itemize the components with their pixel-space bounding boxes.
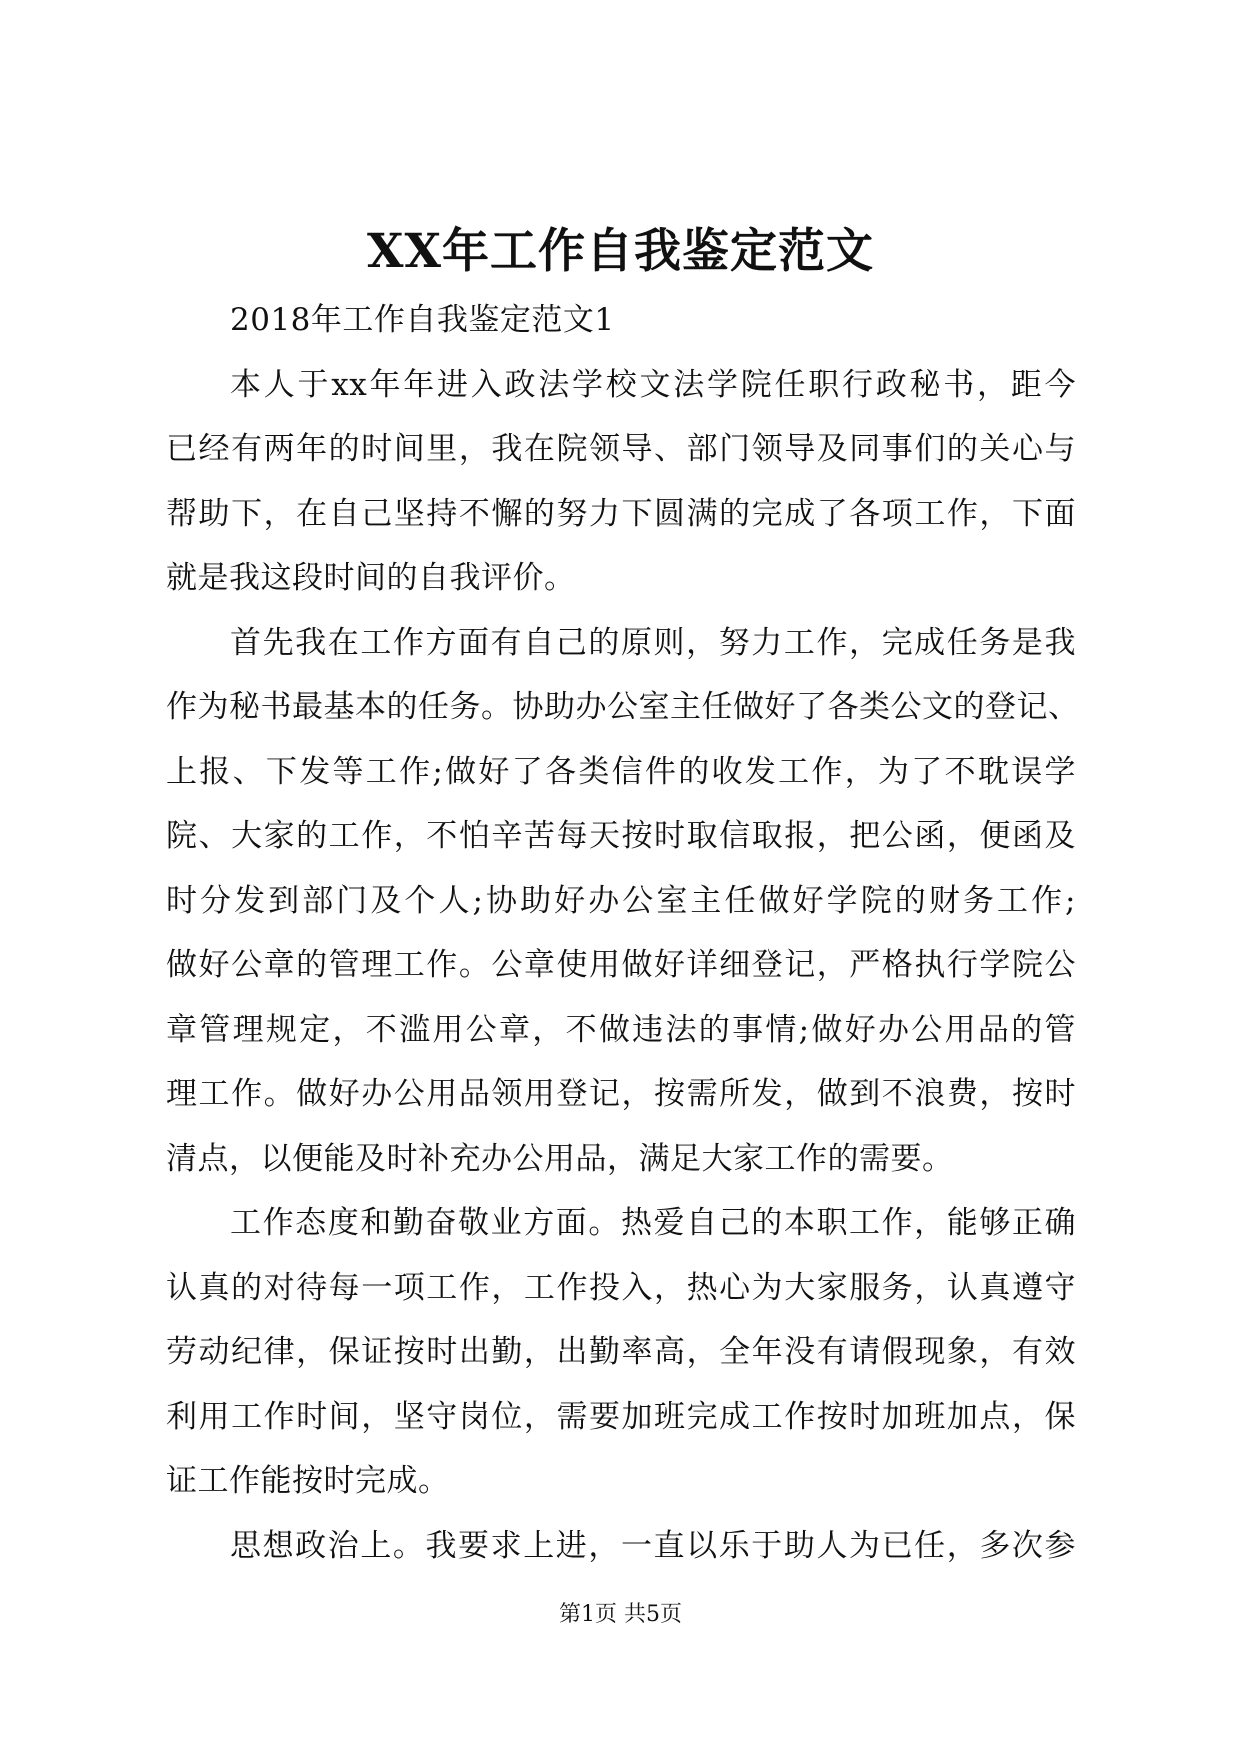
paragraph-line: 院、大家的工作，不怕辛苦每天按时取信取报，把公函，便函及 [166, 818, 1076, 854]
paragraph-line: 上报、下发等工作;做好了各类信件的收发工作，为了不耽误学 [166, 753, 1076, 790]
paragraph-line: 帮助下，在自己坚持不懈的努力下圆满的完成了各项工作，下面 [166, 495, 1076, 532]
paragraph-line: 就是我这段时间的自我评价。 [166, 560, 576, 596]
page-number-footer: 第1页 共5页 [559, 1602, 682, 1627]
paragraph-line: 章管理规定，不滥用公章，不做违法的事情;做好办公用品的管 [166, 1011, 1076, 1048]
paragraph-line: 作为秘书最基本的任务。协助办公室主任做好了各类公文的登记、 [166, 689, 1080, 725]
paragraph-line: 证工作能按时完成。 [166, 1463, 450, 1499]
paragraph-line: 做好公章的管理工作。公章使用做好详细登记，严格执行学院公 [166, 947, 1076, 983]
document-body [166, 288, 1080, 1578]
paragraph-line: 劳动纪律，保证按时出勤，出勤率高，全年没有请假现象，有效 [166, 1334, 1076, 1370]
paragraph-line: 认真的对待每一项工作，工作投入，热心为大家服务，认真遵守 [166, 1269, 1076, 1306]
paragraph-line: 本人于xx年年进入政法学校文法学院任职行政秘书，距今 [230, 366, 1076, 403]
paragraph-line: 时分发到部门及个人;协助好办公室主任做好学院的财务工作; [166, 882, 1076, 919]
paragraph-line: 清点，以便能及时补充办公用品，满足大家工作的需要。 [166, 1140, 954, 1177]
document-title: XX年工作自我鉴定范文 [367, 224, 874, 279]
paragraph-line: 理工作。做好办公用品领用登记，按需所发，做到不浪费，按时 [166, 1076, 1076, 1112]
paragraph-line: 思想政治上。我要求上进，一直以乐于助人为已任，多次参 [230, 1527, 1076, 1564]
paragraph-line: 工作态度和勤奋敬业方面。热爱自己的本职工作，能够正确 [230, 1205, 1076, 1241]
paragraph-line: 首先我在工作方面有自己的原则，努力工作，完成任务是我 [230, 624, 1076, 661]
paragraph-line: 利用工作时间，坚守岗位，需要加班完成工作按时加班加点，保 [166, 1398, 1076, 1435]
paragraph-line: 已经有两年的时间里，我在院领导、部门领导及同事们的关心与 [166, 431, 1076, 467]
section-heading: 2018年工作自我鉴定范文1 [230, 302, 615, 338]
